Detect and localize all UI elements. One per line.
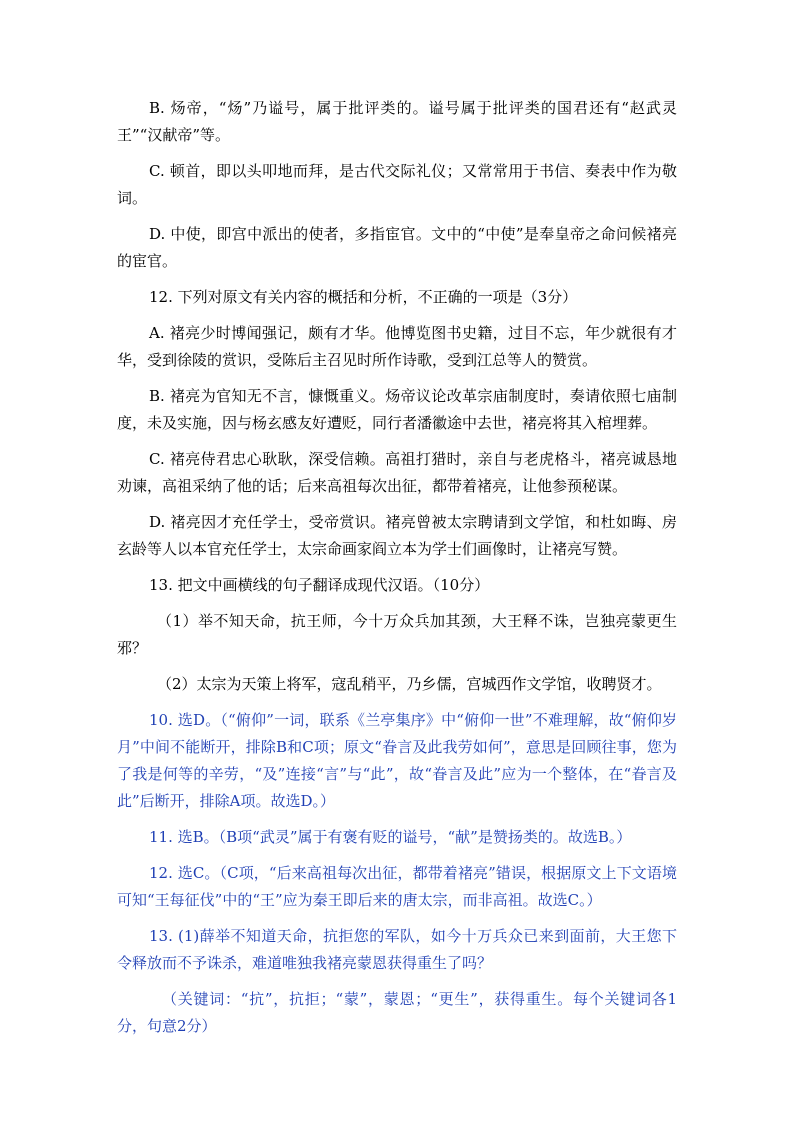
option-11-d: D. 中使，即宫中派出的使者，多指宦官。文中的“中使”是奉皇帝之命问候褚亮的宦官。 [117, 225, 677, 270]
question-13: 13. 把文中画横线的句子翻译成现代汉语。（10分） [149, 576, 490, 594]
option-11-c: C. 顿首，即以头叩地而拜，是古代交际礼仪；又常常用于书信、奏表中作为敬词。 [117, 162, 677, 207]
answer-13: 13. (1)薛举不知道天命，抗拒您的军队，如今十万兵众已来到面前，大王您下令释放而不予诛杀，难道唯独我褚亮蒙恩获得重生了吗？ [117, 927, 677, 972]
option-11-b: B. 炀帝，“炀”乃谥号，属于批评类的。谥号属于批评类的国君还有“赵武灵王”“汉献帝”等。 [117, 99, 677, 144]
question-12: 12. 下列对原文有关内容的概括和分析，不正确的一项是（3分） [149, 288, 578, 306]
answer-12: 12. 选C。（C项，“后来高祖每次出征，都带着褚亮”错误，根据原文上下文语境可知“王每征伐”中的“王”应为秦王即后来的唐太宗，而非高祖。故选C。） [117, 864, 677, 909]
option-12-b: B. 褚亮为官知无不言，慷慨重义。炀帝议论改革宗庙制度时，奏请依照七庙制度，未及实施，因与杨玄感友好遭贬，同行者潘徽途中去世，褚亮将其入棺埋葬。 [117, 387, 677, 432]
answer-10: 10. 选D。（“俯仰”一词，联系《兰亭集序》中“俯仰一世”不难理解，故“俯仰岁月”中间不能断开，排除B和C项；原文“眷言及此我劳如何”，意思是回顾往事，您为了我是何等的辛劳，“及”连接“言”与“此”，故“眷言及此”应为一个整体，在“眷言及此”后断开，排除A项。故选D。） [117, 711, 677, 810]
option-12-a: A. 褚亮少时博闻强记，颇有才华。他博览图书史籍，过目不忘，年少就很有才华，受到徐陵的赏识，受陈后主召见时所作诗歌，受到江总等人的赞赏。 [117, 324, 677, 369]
question-13-part-2: （2）太宗为天策上将军，寇乱稍平，乃乡儒，宫城西作文学馆，收聘贤才。 [157, 675, 662, 693]
question-13-part-1: （1）举不知天命，抗王师，今十万众兵加其颈，大王释不诛，岂独亮蒙更生邪？ [117, 612, 677, 657]
document-page [117, 95, 677, 1049]
answer-13-scoring-note: （关键词：“抗”，抗拒；“蒙”，蒙恩；“更生”，获得重生。每个关键词各1分，句意2分） [117, 990, 677, 1035]
option-12-c: C. 褚亮侍君忠心耿耿，深受信赖。高祖打猎时，亲自与老虎格斗，褚亮诚恳地劝谏，高祖采纳了他的话；后来高祖每次出征，都带着褚亮，让他参预秘谋。 [117, 450, 677, 495]
option-12-d: D. 褚亮因才充任学士，受帝赏识。褚亮曾被太宗聘请到文学馆，和杜如晦、房玄龄等人以本官充任学士，太宗命画家阎立本为学士们画像时，让褚亮写赞。 [117, 513, 677, 558]
answer-11: 11. 选B。（B项“武灵”属于有褒有贬的谥号，“献”是赞扬类的。故选B。） [149, 828, 632, 846]
